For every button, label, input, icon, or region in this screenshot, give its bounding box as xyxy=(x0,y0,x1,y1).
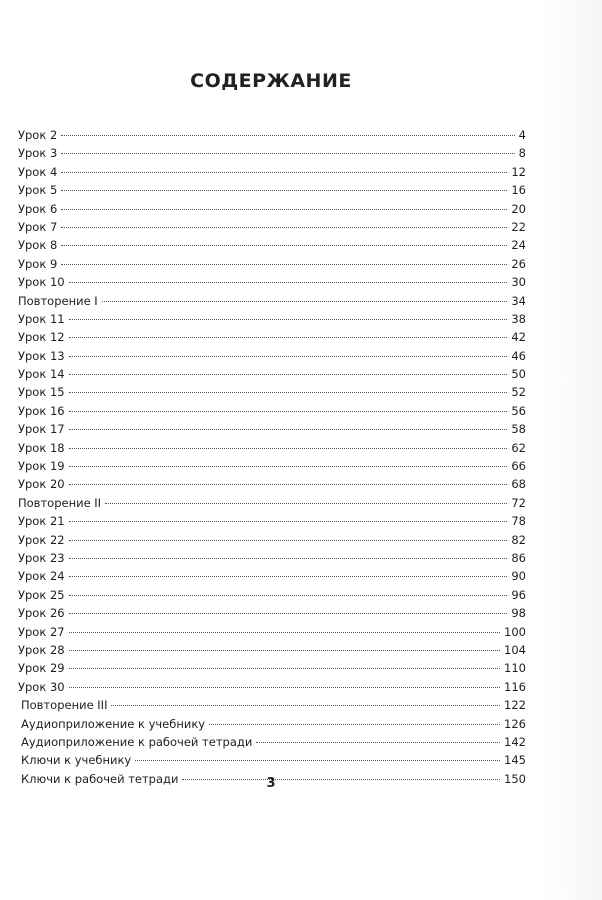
toc-entry-label: Урок 22 xyxy=(18,532,65,547)
toc-entry-page: 24 xyxy=(511,238,526,253)
toc-entry xyxy=(18,733,526,751)
toc-entry-page: 98 xyxy=(511,606,526,621)
page-number: 3 xyxy=(266,776,276,791)
dot-leader xyxy=(69,631,500,633)
toc-entry-label: Урок 23 xyxy=(18,550,65,565)
toc-entry xyxy=(18,715,526,733)
dot-leader xyxy=(69,539,508,541)
toc-entry xyxy=(18,420,526,438)
toc-entry-label: Аудиоприложение к учебнику xyxy=(21,716,206,731)
dot-leader xyxy=(61,226,507,228)
dot-leader xyxy=(69,447,508,449)
dot-leader xyxy=(69,373,508,375)
toc-entry xyxy=(18,310,526,328)
dot-leader xyxy=(69,318,508,320)
toc-entry xyxy=(18,292,526,310)
toc-entry xyxy=(18,144,526,162)
dot-leader xyxy=(61,208,507,210)
table-of-contents xyxy=(18,126,526,788)
toc-entry-label: Урок 25 xyxy=(18,587,65,602)
dot-leader xyxy=(69,465,508,467)
toc-entry-label: Урок 16 xyxy=(18,403,65,418)
toc-entry-label: Урок 17 xyxy=(18,422,65,437)
dot-leader xyxy=(69,667,500,669)
toc-entry xyxy=(18,402,526,420)
toc-entry-page: 150 xyxy=(504,771,526,786)
toc-entry-page: 86 xyxy=(511,550,526,565)
dot-leader xyxy=(69,391,508,393)
toc-entry xyxy=(18,181,526,199)
toc-entry xyxy=(18,236,526,254)
dot-leader xyxy=(61,189,507,191)
toc-entry-page: 100 xyxy=(504,624,526,639)
page-title: СОДЕРЖАНИЕ xyxy=(190,70,352,92)
toc-entry-page: 26 xyxy=(511,256,526,271)
toc-entry-page: 90 xyxy=(511,569,526,584)
toc-entry-page: 122 xyxy=(504,698,526,713)
toc-entry-page: 66 xyxy=(511,459,526,474)
toc-entry-label: Урок 4 xyxy=(18,164,58,179)
dot-leader xyxy=(69,520,508,522)
toc-entry xyxy=(18,751,526,769)
toc-entry-label: Урок 24 xyxy=(18,569,65,584)
toc-entry-page: 38 xyxy=(511,311,526,326)
dot-leader xyxy=(69,557,508,559)
toc-entry-label: Урок 26 xyxy=(18,606,65,621)
toc-entry xyxy=(18,457,526,475)
toc-entry-page: 96 xyxy=(511,587,526,602)
toc-entry-label: Ключи к рабочей тетради xyxy=(21,771,179,786)
toc-entry-page: 78 xyxy=(511,514,526,529)
toc-entry-label: Урок 30 xyxy=(18,679,65,694)
toc-entry-page: 145 xyxy=(504,753,526,768)
toc-entry xyxy=(18,365,526,383)
toc-entry-page: 16 xyxy=(511,183,526,198)
toc-entry-page: 126 xyxy=(504,716,526,731)
toc-entry-label: Урок 13 xyxy=(18,348,65,363)
dot-leader xyxy=(61,244,507,246)
toc-entry-label: Урок 6 xyxy=(18,201,58,216)
toc-entry xyxy=(18,126,526,144)
toc-entry xyxy=(18,163,526,181)
toc-entry-label: Урок 18 xyxy=(18,440,65,455)
toc-entry xyxy=(18,439,526,457)
dot-leader xyxy=(135,759,500,761)
toc-entry xyxy=(18,678,526,696)
toc-entry xyxy=(18,347,526,365)
dot-leader xyxy=(111,704,500,706)
toc-entry-page: 56 xyxy=(511,403,526,418)
toc-entry-page: 142 xyxy=(504,734,526,749)
toc-entry xyxy=(18,586,526,604)
toc-entry xyxy=(18,531,526,549)
toc-entry-page: 72 xyxy=(511,495,526,510)
dot-leader xyxy=(105,502,507,504)
dot-leader xyxy=(69,594,508,596)
toc-entry xyxy=(18,604,526,622)
toc-entry-page: 50 xyxy=(511,367,526,382)
toc-entry-page: 52 xyxy=(511,385,526,400)
toc-entry xyxy=(18,200,526,218)
toc-entry-label: Урок 7 xyxy=(18,219,58,234)
toc-entry-page: 110 xyxy=(504,661,526,676)
toc-entry xyxy=(18,255,526,273)
toc-entry-page: 68 xyxy=(511,477,526,492)
page-edge-shadow xyxy=(542,0,602,900)
toc-entry xyxy=(18,549,526,567)
dot-leader xyxy=(61,134,514,136)
toc-entry-page: 30 xyxy=(511,275,526,290)
toc-entry-label: Урок 3 xyxy=(18,146,58,161)
toc-entry-page: 116 xyxy=(504,679,526,694)
toc-entry-page: 20 xyxy=(511,201,526,216)
dot-leader xyxy=(69,686,500,688)
dot-leader xyxy=(69,410,508,412)
toc-entry-page: 46 xyxy=(511,348,526,363)
dot-leader xyxy=(69,612,508,614)
toc-entry-label: Повторение I xyxy=(18,293,98,308)
toc-entry-label: Урок 9 xyxy=(18,256,58,271)
toc-entry xyxy=(18,328,526,346)
toc-entry-label: Урок 21 xyxy=(18,514,65,529)
toc-entry xyxy=(18,696,526,714)
toc-entry-label: Урок 20 xyxy=(18,477,65,492)
toc-entry-page: 82 xyxy=(511,532,526,547)
toc-entry-label: Урок 12 xyxy=(18,330,65,345)
dot-leader xyxy=(256,741,500,743)
toc-entry-label: Урок 2 xyxy=(18,128,58,142)
toc-entry xyxy=(18,512,526,530)
dot-leader xyxy=(69,355,508,357)
toc-entry xyxy=(18,567,526,585)
toc-entry xyxy=(18,475,526,493)
dot-leader xyxy=(61,263,507,265)
dot-leader xyxy=(61,171,507,173)
toc-entry-label: Урок 11 xyxy=(18,311,65,326)
toc-entry-label: Урок 14 xyxy=(18,367,65,382)
dot-leader xyxy=(69,281,508,283)
toc-entry-label: Повторение III xyxy=(21,698,108,713)
dot-leader xyxy=(69,649,500,651)
dot-leader xyxy=(209,723,500,725)
toc-entry-label: Урок 29 xyxy=(18,661,65,676)
toc-entry xyxy=(18,659,526,677)
toc-entry-page: 12 xyxy=(511,164,526,179)
toc-entry-label: Аудиоприложение к рабочей тетради xyxy=(21,734,253,749)
toc-entry-label: Урок 5 xyxy=(18,183,58,198)
toc-entry-label: Урок 10 xyxy=(18,275,65,290)
dot-leader xyxy=(102,300,508,302)
toc-entry xyxy=(18,383,526,401)
dot-leader xyxy=(61,152,514,154)
toc-entry-page: 42 xyxy=(511,330,526,345)
toc-entry xyxy=(18,273,526,291)
toc-entry-page: 62 xyxy=(511,440,526,455)
toc-entry-page: 4 xyxy=(518,128,526,142)
toc-entry-label: Повторение II xyxy=(18,495,102,510)
dot-leader xyxy=(69,575,508,577)
toc-entry-label: Урок 8 xyxy=(18,238,58,253)
toc-entry xyxy=(18,218,526,236)
toc-entry xyxy=(18,623,526,641)
toc-entry-label: Ключи к учебнику xyxy=(21,753,132,768)
toc-entry-page: 22 xyxy=(511,219,526,234)
toc-entry xyxy=(18,641,526,659)
toc-entry-page: 58 xyxy=(511,422,526,437)
toc-entry-label: Урок 28 xyxy=(18,642,65,657)
toc-entry-page: 34 xyxy=(511,293,526,308)
dot-leader xyxy=(69,483,508,485)
dot-leader xyxy=(69,428,508,430)
toc-entry xyxy=(18,494,526,512)
dot-leader xyxy=(69,336,508,338)
toc-entry-page: 104 xyxy=(504,642,526,657)
toc-entry-label: Урок 15 xyxy=(18,385,65,400)
toc-entry-page: 8 xyxy=(518,146,526,161)
toc-entry-label: Урок 19 xyxy=(18,459,65,474)
toc-entry-label: Урок 27 xyxy=(18,624,65,639)
